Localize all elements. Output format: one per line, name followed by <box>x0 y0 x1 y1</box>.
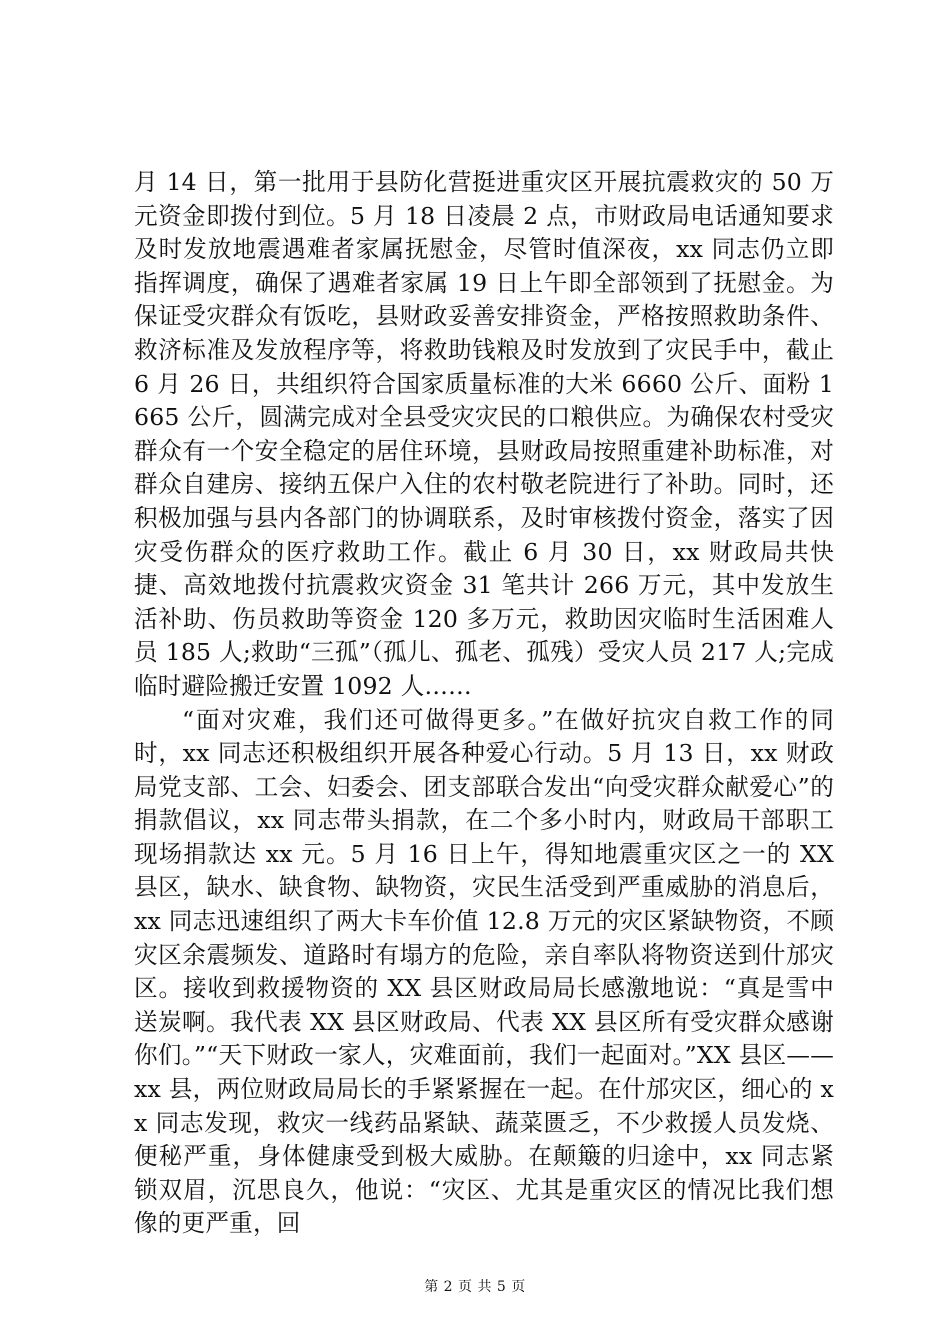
page-number-footer: 第 2 页 共 5 页 <box>424 1279 526 1295</box>
body-paragraph-1: 月 14 日，第一批用于县防化营挺进重灾区开展抗震救灾的 50 万元资金即拨付到位。5 月 18 日凌晨 2 点，市财政局电话通知要求及时发放地震遇难者家属抚慰金，尽管时值深夜，xx 同志仍立即指挥调度，确保了遇难者家属 19 日上午即全部领到了抚慰金。为保证受灾群众有饭吃，县财政妥善安排资金，严格按照救助条件、救济标准及发放程序等，将救助钱粮及时发放到了灾民手中，截止 6 月 26 日，共组织符合国家质量标准的大米 6660 公斤、面粉 1665 公斤，圆满完成对全县受灾灾民的口粮供应。为确保农村受灾群众有一个安全稳定的居住环境，县财政局按照重建补助标准，对群众自建房、接纳五保户入住的农村敬老院进行了补助。同时，还积极加强与县内各部门的协调联系，及时审核拨付资金，落实了因灾受伤群众的医疗救助工作。截止 6 月 30 日，xx 财政局共快捷、高效地拨付抗震救灾资金 31 笔共计 266 万元，其中发放生活补助、伤员救助等资金 120 多万元，救助因灾临时生活困难人员 185 人;救助“三孤”（孤儿、孤老、孤残）受灾人员 217 人;完成临时避险搬迁安置 1092 人…… <box>134 168 834 700</box>
body-paragraph-2: “面对灾难，我们还可做得更多。”在做好抗灾自救工作的同时，xx 同志还积极组织开展各种爱心行动。5 月 13 日，xx 财政局党支部、工会、妇委会、团支部联合发出“向受灾群众献爱心”的捐款倡议，xx 同志带头捐款，在二个多小时内，财政局干部职工现场捐款达 xx 元。5 月 16 日上午，得知地震重灾区之一的 XX 县区，缺水、缺食物、缺物资，灾民生活受到严重威胁的消息后，xx 同志迅速组织了两大卡车价值 12.8 万元的灾区紧缺物资，不顾灾区余震频发、道路时有塌方的危险，亲自率队将物资送到什邡灾区。接收到救援物资的 XX 县区财政局局长感激地说：“真是雪中送炭啊。我代表 XX 县区财政局、代表 XX 县区所有受灾群众感谢你们。”“天下财政一家人，灾难面前，我们一起面对。”XX 县区——xx 县，两位财政局局长的手紧紧握在一起。在什邡灾区，细心的 xx 同志发现，救灾一线药品紧缺、蔬菜匮乏，不少救援人员发烧、便秘严重，身体健康受到极大威胁。在颠簸的归途中，xx 同志紧锁双眉，沉思良久，他说：“灾区、尤其是重灾区的情况比我们想像的更严重，回 <box>134 705 834 1238</box>
document-body <box>134 166 834 1241</box>
